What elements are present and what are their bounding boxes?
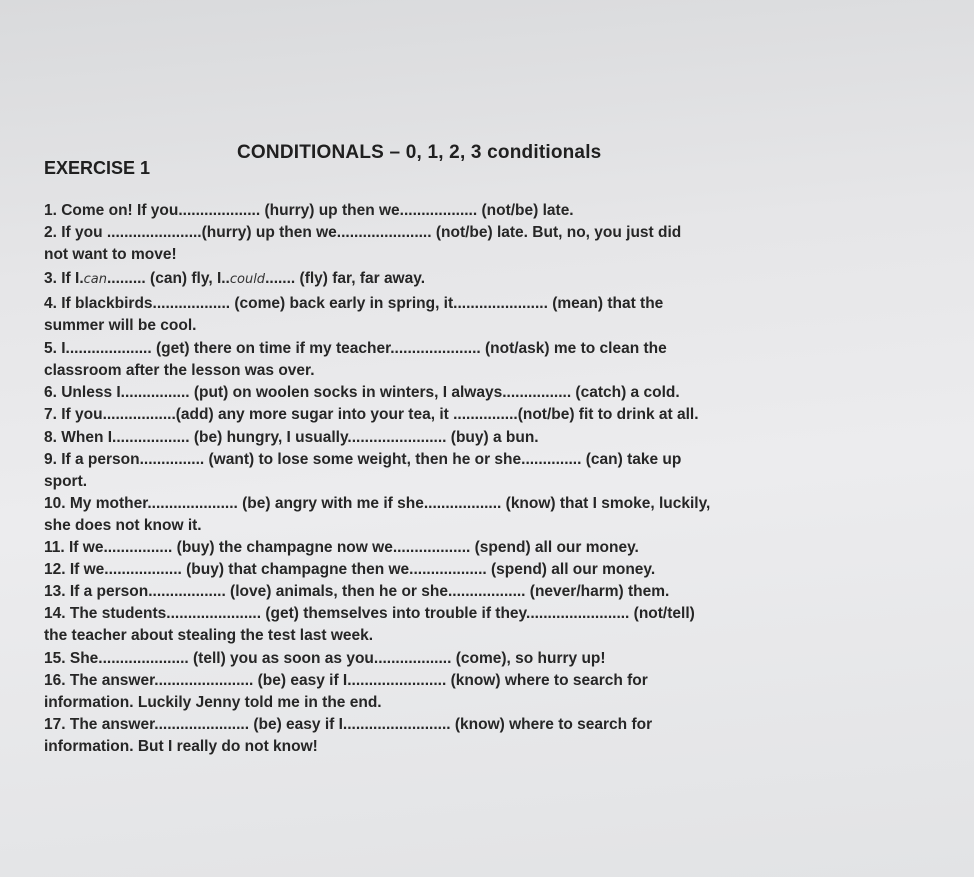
exercise-line: 13. If a person.................. (love) animals, then he or she.................. (never/harm) them. [44,583,670,600]
exercise-line: 10. My mother..................... (be) angry with me if she.................. (know) that I smoke, luckily, [44,495,711,512]
exercise-line: 6. Unless I................ (put) on woolen socks in winters, I always................ (catch) a cold. [44,384,680,401]
exercise-line: 12. If we.................. (buy) that champagne then we.................. (spend) all our money. [44,561,656,578]
line-3-middle: ......... (can) fly, I.. [106,270,230,287]
exercise-line: 14. The students...................... (get) themselves into trouble if they........................ (not/tell) [44,605,695,622]
exercise-line: 1. Come on! If you................... (hurry) up then we.................. (not/be) late. [44,202,574,219]
line-3-start: 3. If I. [44,270,84,287]
exercise-line: 2. If you ......................(hurry) up then we...................... (not/be) late. But, no, you just did [44,224,682,241]
exercise-line: 9. If a person............... (want) to lose some weight, then he or she.............. (can) take up [44,451,682,468]
exercise-line-3 [44,270,425,288]
exercise-line: sport. [44,473,88,490]
exercise-line: not want to move! [44,246,177,263]
exercise-line: summer will be cool. [44,317,197,334]
exercise-line: she does not know it. [44,517,202,534]
line-3-end: ....... (fly) far, far away. [265,270,426,287]
exercise-line: 15. She..................... (tell) you as soon as you.................. (come), so hurry up! [44,650,606,667]
exercise-line: 16. The answer....................... (be) easy if I....................... (know) where to search for [44,672,648,689]
exercise-line: classroom after the lesson was over. [44,362,315,379]
exercise-line: 5. I.................... (get) there on time if my teacher..................... (not/ask) me to clean the [44,340,667,357]
exercise-line: information. Luckily Jenny told me in the end. [44,694,382,711]
handwritten-answer-could: could [229,272,266,287]
worksheet-title: CONDITIONALS – 0, 1, 2, 3 conditionals [237,142,602,163]
exercise-line: 11. If we................ (buy) the champagne now we.................. (spend) all our money. [44,539,639,556]
exercise-line: information. But I really do not know! [44,738,318,755]
handwritten-answer-can: can [83,272,107,287]
exercise-line: 7. If you.................(add) any more sugar into your tea, it ...............(not/be) fit to drink at all. [44,406,699,423]
exercise-heading: EXERCISE 1 [44,158,151,178]
exercise-line: 17. The answer...................... (be) easy if I......................... (know) where to search for [44,716,653,733]
exercise-line: 8. When I.................. (be) hungry, I usually....................... (buy) a bun. [44,429,539,446]
exercise-line: 4. If blackbirds.................. (come) back early in spring, it...................... (mean) that the [44,295,664,312]
exercise-line: the teacher about stealing the test last week. [44,627,374,644]
